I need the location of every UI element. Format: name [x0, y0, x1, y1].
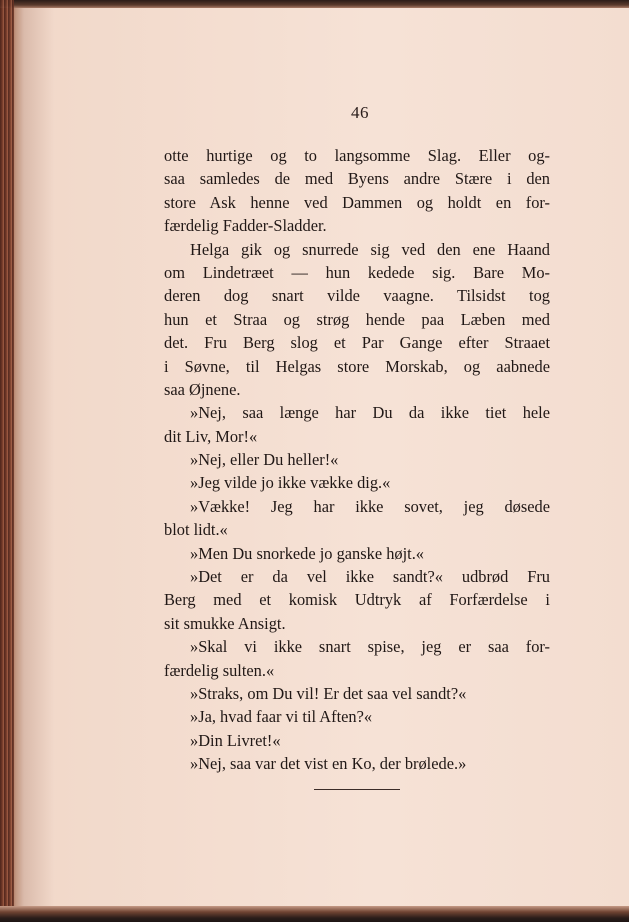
text-line: hun et Straa og strøg hende paa Læben med — [164, 309, 550, 329]
text-line: saa Øjnene. — [164, 379, 241, 399]
text-line: »Ja, hvad faar vi til Aften?« — [190, 707, 373, 727]
text-line: »Det er da vel ikke sandt?« udbrød Fru — [190, 567, 550, 587]
text-line: »Straks, om Du vil! Er det saa vel sandt?« — [190, 683, 467, 703]
text-line: store Ask henne ved Dammen og holdt en for- — [164, 192, 550, 212]
bottom-binding-edge — [0, 906, 629, 922]
text-line: færdelig Fadder-Sladder. — [164, 216, 327, 236]
text-line: om Lindetræet — hun kedede sig. Bare Mo- — [164, 262, 550, 282]
text-line: »Nej, saa længe har Du da ikke tiet hele — [190, 403, 550, 423]
top-binding-edge — [0, 0, 629, 8]
page-sheet — [14, 8, 629, 906]
text-line: »Din Livret!« — [190, 730, 281, 750]
text-line: sit smukke Ansigt. — [164, 613, 286, 633]
text-line: Helga gik og snurrede sig ved den ene Haand — [190, 239, 550, 259]
text-line: otte hurtige og to langsomme Slag. Eller og- — [164, 146, 550, 165]
text-line: færdelig sulten.« — [164, 660, 275, 680]
text-line: dit Liv, Mor!« — [164, 426, 258, 446]
page-number: 46 — [351, 103, 369, 122]
text-line: i Søvne, til Helgas store Morskab, og aabnede — [164, 356, 550, 376]
text-line: »Nej, saa var det vist en Ko, der brølede.» — [190, 754, 467, 774]
text-line: saa samledes de med Byens andre Stære i den — [164, 169, 550, 189]
text-line: blot lidt.« — [164, 520, 228, 540]
text-line: »Nej, eller Du heller!« — [190, 450, 339, 470]
text-line: »Skal vi ikke snart spise, jeg er saa for- — [190, 637, 550, 657]
book-spine-edge — [0, 0, 14, 922]
body-text — [164, 144, 550, 776]
text-line: »Men Du snorkede jo ganske højt.« — [190, 543, 424, 563]
text-line: det. Fru Berg slog et Par Gange efter Straaet — [164, 333, 550, 353]
text-line: »Jeg vilde jo ikke vække dig.« — [190, 473, 391, 493]
text-line: deren dog snart vilde vaagne. Tilsidst tog — [164, 286, 550, 306]
section-end-rule — [314, 789, 400, 790]
text-line: Berg med et komisk Udtryk af Forfærdelse i — [164, 590, 550, 610]
text-line: »Vække! Jeg har ikke sovet, jeg døsede — [190, 496, 550, 516]
